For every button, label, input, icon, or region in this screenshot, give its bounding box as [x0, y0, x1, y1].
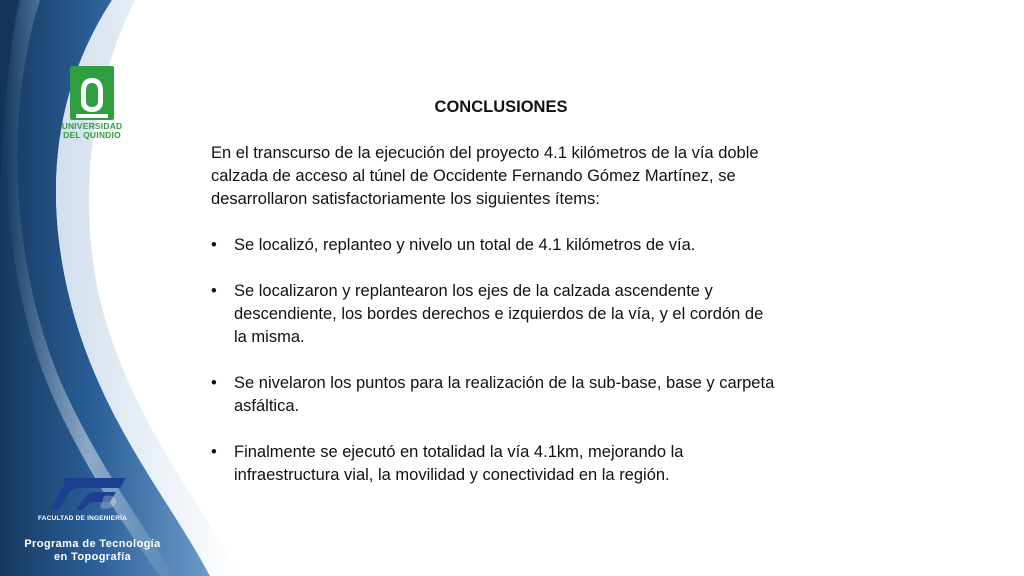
program-name-line1: Programa de Tecnología: [24, 538, 161, 550]
faculty-name: FACULTAD DE INGENIERÍA: [37, 515, 128, 522]
program-name: [10, 538, 175, 564]
faculty-logo: [46, 474, 128, 512]
list-item: • Finalmente se ejecutó en totalidad la vía 4.1km, mejorando la infraestructura vial, la movilidad y conectividad en la región.: [211, 441, 779, 487]
university-name-line1: UNIVERSIDAD: [61, 121, 123, 131]
university-name: [52, 122, 132, 140]
intro-paragraph: En el transcurso de la ejecución del proyecto 4.1 kilómetros de la vía doble calzada de acceso al túnel de Occidente Fernando Gómez Martínez, se desarrollaron satisfactoriamente los siguientes ítems:: [211, 144, 759, 208]
university-name-line2: DEL QUINDIO: [63, 130, 121, 140]
list-item: • Se localizó, replanteo y nivelo un total de 4.1 kilómetros de vía.: [211, 234, 779, 257]
slide-content: [211, 96, 811, 510]
program-name-line2: en Topografía: [53, 551, 132, 563]
list-item: • Se nivelaron los puntos para la realización de la sub-base, base y carpeta asfáltica.: [211, 372, 779, 418]
conclusions-list: [211, 234, 811, 487]
slide-title: CONCLUSIONES: [434, 98, 568, 116]
list-item: • Se localizaron y replantearon los ejes de la calzada ascendente y descendiente, los bordes derechos e izquierdos de la vía, y el cordón de la misma.: [211, 280, 779, 349]
